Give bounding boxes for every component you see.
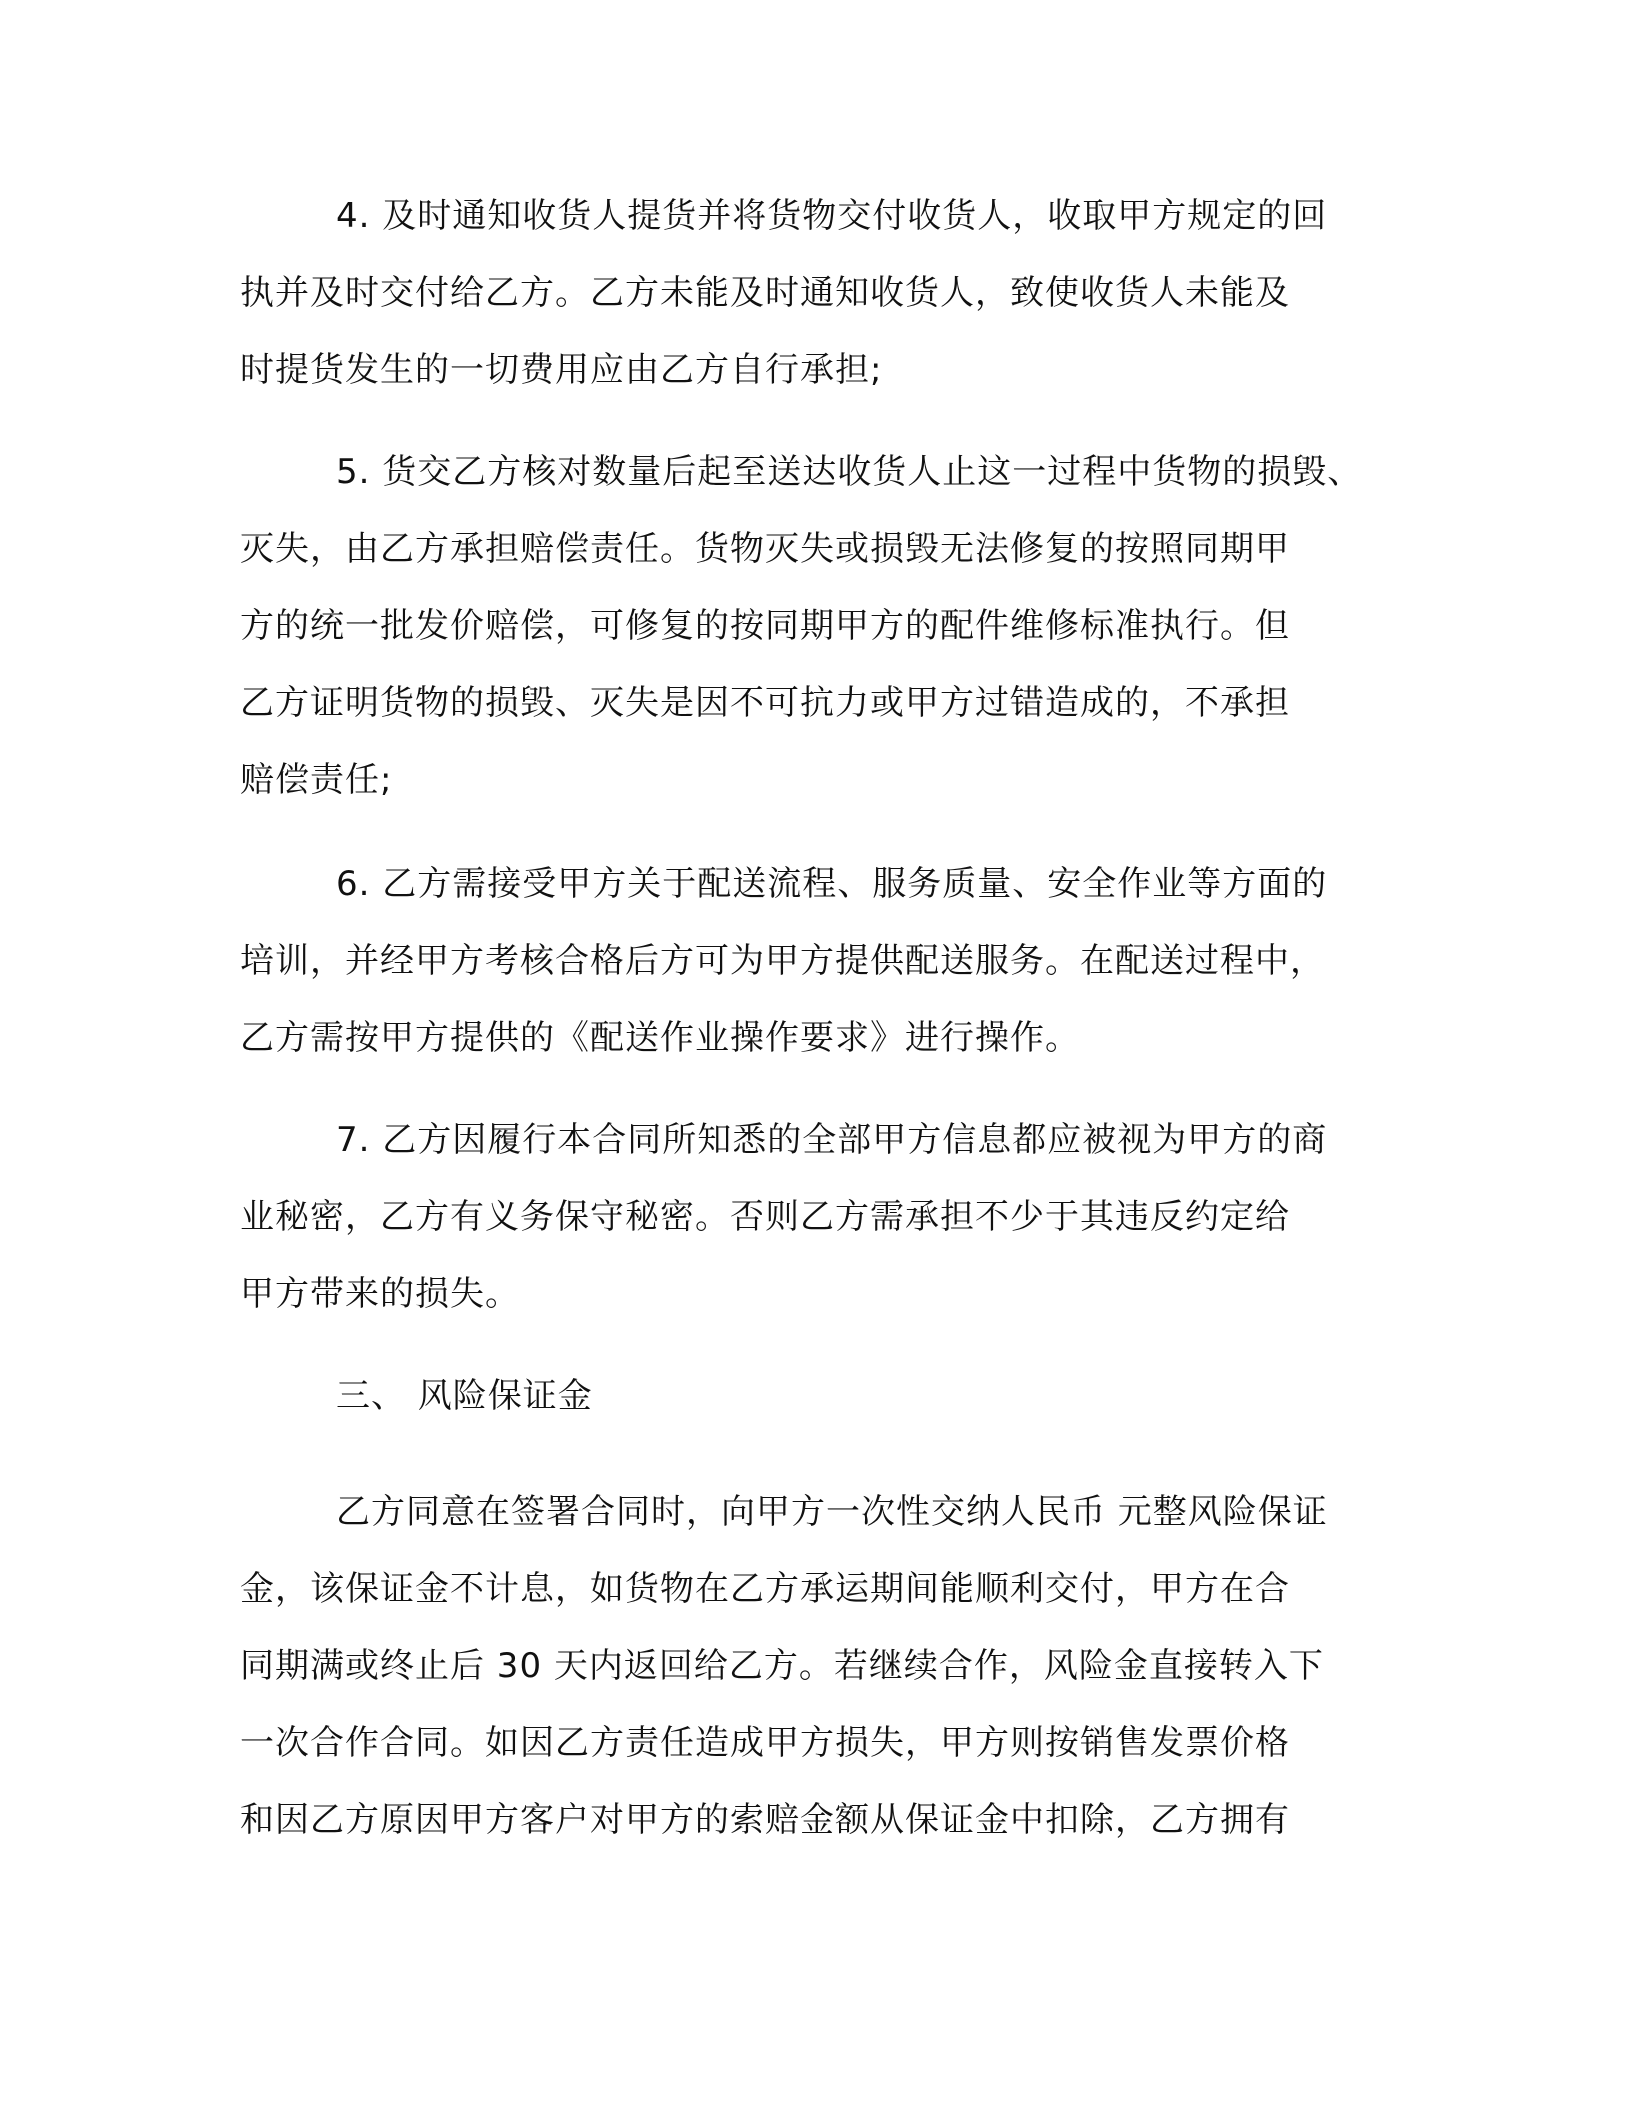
deposit-line: 乙方同意在签署合同时，向甲方一次性交纳人民币 元整风险保证: [336, 1492, 1328, 1532]
clause-7-line: 业秘密，乙方有义务保守秘密。否则乙方需承担不少于其违反约定给: [240, 1197, 1290, 1237]
clause-5-line: 赔偿责任;: [240, 760, 393, 800]
clause-7-line: 7. 乙方因履行本合同所知悉的全部甲方信息都应被视为甲方的商: [336, 1120, 1328, 1160]
clause-4: [240, 178, 1390, 409]
deposit-line: 同期满或终止后 30 天内返回给乙方。若继续合作，风险金直接转入下: [240, 1646, 1324, 1686]
clause-6: [240, 846, 1390, 1077]
deposit-line: 金，该保证金不计息，如货物在乙方承运期间能顺利交付，甲方在合: [240, 1569, 1290, 1609]
clause-5-line: 灭失，由乙方承担赔偿责任。货物灭失或损毁无法修复的按照同期甲: [240, 529, 1290, 569]
clause-5-line: 方的统一批发价赔偿，可修复的按同期甲方的配件维修标准执行。但: [240, 606, 1290, 646]
clause-6-line: 乙方需按甲方提供的《配送作业操作要求》进行操作。: [240, 1018, 1080, 1058]
section-3: [240, 1358, 1390, 1435]
clause-6-line: 培训，并经甲方考核合格后方可为甲方提供配送服务。在配送过程中，: [240, 941, 1325, 981]
clause-4-line: 4. 及时通知收货人提货并将货物交付收货人，收取甲方规定的回: [336, 196, 1328, 236]
clause-5: [240, 434, 1390, 819]
deposit-line: 一次合作合同。如因乙方责任造成甲方损失，甲方则按销售发票价格: [240, 1723, 1290, 1763]
clause-5-line: 乙方证明货物的损毁、灭失是因不可抗力或甲方过错造成的，不承担: [240, 683, 1290, 723]
clause-6-line: 6. 乙方需接受甲方关于配送流程、服务质量、安全作业等方面的: [336, 864, 1328, 904]
clause-4-line: 时提货发生的一切费用应由乙方自行承担;: [240, 350, 883, 390]
clause-4-line: 执并及时交付给乙方。乙方未能及时通知收货人，致使收货人未能及: [240, 273, 1290, 313]
section-heading: 三、 风险保证金: [336, 1376, 593, 1416]
clause-7: [240, 1102, 1390, 1333]
deposit-paragraph: [240, 1474, 1390, 1859]
clause-5-line: 5. 货交乙方核对数量后起至送达收货人止这一过程中货物的损毁、: [336, 452, 1363, 492]
deposit-line: 和因乙方原因甲方客户对甲方的索赔金额从保证金中扣除，乙方拥有: [240, 1800, 1290, 1840]
clause-7-line: 甲方带来的损失。: [240, 1274, 520, 1314]
